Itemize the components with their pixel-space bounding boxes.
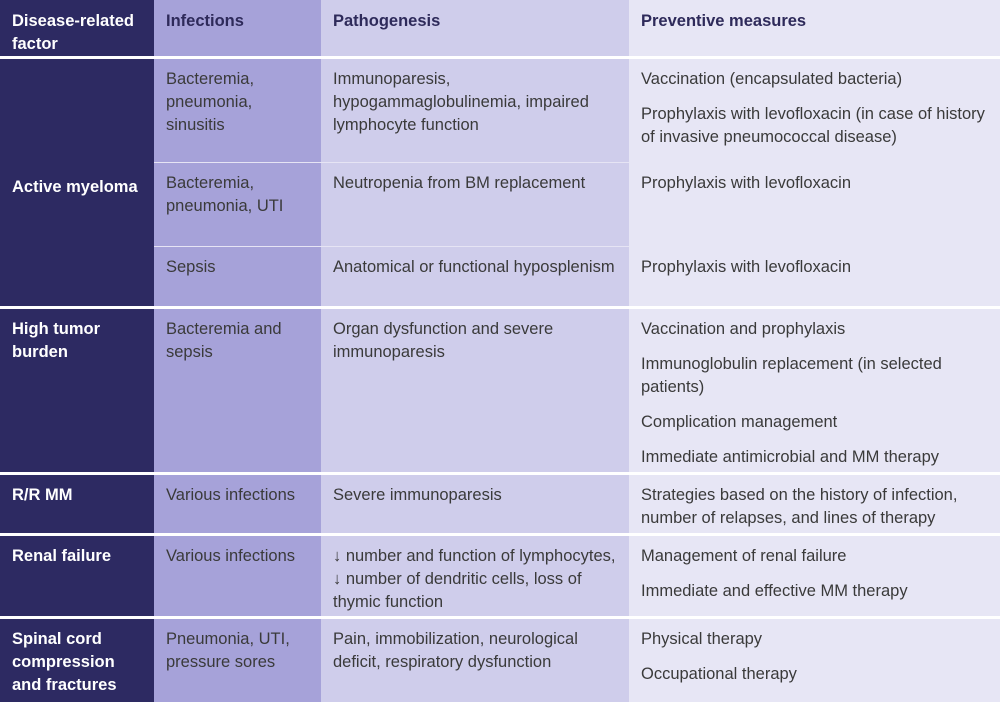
- pathogenesis-cell: Neutropenia from BM replacement: [321, 163, 629, 247]
- factor-cell: Spinal cord compression and fractures: [0, 619, 154, 702]
- pathogenesis-cell: Pain, immobilization, neurological deficit, respiratory dysfunction: [321, 619, 629, 702]
- measure-item: Management of renal failure: [641, 547, 847, 565]
- pathogenesis-cell: ↓ number and function of lymphocytes, ↓ number of dendritic cells, loss of thymic function: [321, 536, 629, 619]
- infections-cell: Bacteremia, pneumonia, sinusitis: [154, 59, 321, 163]
- measure-item: Immediate and effective MM therapy: [641, 582, 908, 600]
- factor-cell: R/R MM: [0, 475, 154, 536]
- pathogenesis-cell: Organ dysfunction and severe immunoparesis: [321, 309, 629, 475]
- measure-item: Prophylaxis with levofloxacin (in case of history of invasive pneumococcal disease): [641, 105, 985, 146]
- measures-cell: [629, 536, 1000, 619]
- factor-cell: Active myeloma: [0, 59, 154, 309]
- header-measures: Preventive measures: [629, 0, 1000, 59]
- table-row: [0, 309, 1000, 475]
- measure-item: Prophylaxis with levofloxacin: [641, 258, 852, 276]
- infections-cell: Various infections: [154, 475, 321, 536]
- measure-item: Vaccination and prophylaxis: [641, 320, 846, 338]
- infections-cell: Pneumonia, UTI, pressure sores: [154, 619, 321, 702]
- factor-cell: Renal failure: [0, 536, 154, 619]
- measure-item: Vaccination (encapsulated bacteria): [641, 70, 903, 88]
- measures-cell: [629, 59, 1000, 163]
- measure-item: Immunoglobulin replacement (in selected patients): [641, 355, 942, 396]
- measures-cell: [629, 309, 1000, 475]
- pathogenesis-cell: Anatomical or functional hyposplenism: [321, 247, 629, 309]
- factor-cell: High tumor burden: [0, 309, 154, 475]
- measures-cell: [629, 247, 1000, 309]
- measures-cell: [629, 163, 1000, 247]
- infections-cell: Various infections: [154, 536, 321, 619]
- header-row: [0, 0, 1000, 59]
- header-pathogenesis: Pathogenesis: [321, 0, 629, 59]
- measure-item: Strategies based on the history of infection, number of relapses, and lines of therapy: [641, 486, 958, 527]
- measure-item: Physical therapy: [641, 630, 763, 648]
- infections-cell: Bacteremia, pneumonia, UTI: [154, 163, 321, 247]
- header-infections: Infections: [154, 0, 321, 59]
- table-row: [0, 536, 1000, 619]
- measure-item: Immediate antimicrobial and MM therapy: [641, 448, 940, 466]
- measures-cell: [629, 475, 1000, 536]
- header-factor: Disease-related factor: [0, 0, 154, 59]
- table-row: [0, 619, 1000, 702]
- infections-cell: Bacteremia and sepsis: [154, 309, 321, 475]
- infections-cell: Sepsis: [154, 247, 321, 309]
- measure-item: Prophylaxis with levofloxacin: [641, 174, 852, 192]
- measure-item: Complication management: [641, 413, 838, 431]
- table-row: [0, 59, 1000, 163]
- measures-cell: [629, 619, 1000, 702]
- pathogenesis-cell: Immunoparesis, hypogammaglobulinemia, impaired lymphocyte function: [321, 59, 629, 163]
- table-row: [0, 475, 1000, 536]
- pathogenesis-cell: Severe immunoparesis: [321, 475, 629, 536]
- measure-item: Occupational therapy: [641, 665, 797, 683]
